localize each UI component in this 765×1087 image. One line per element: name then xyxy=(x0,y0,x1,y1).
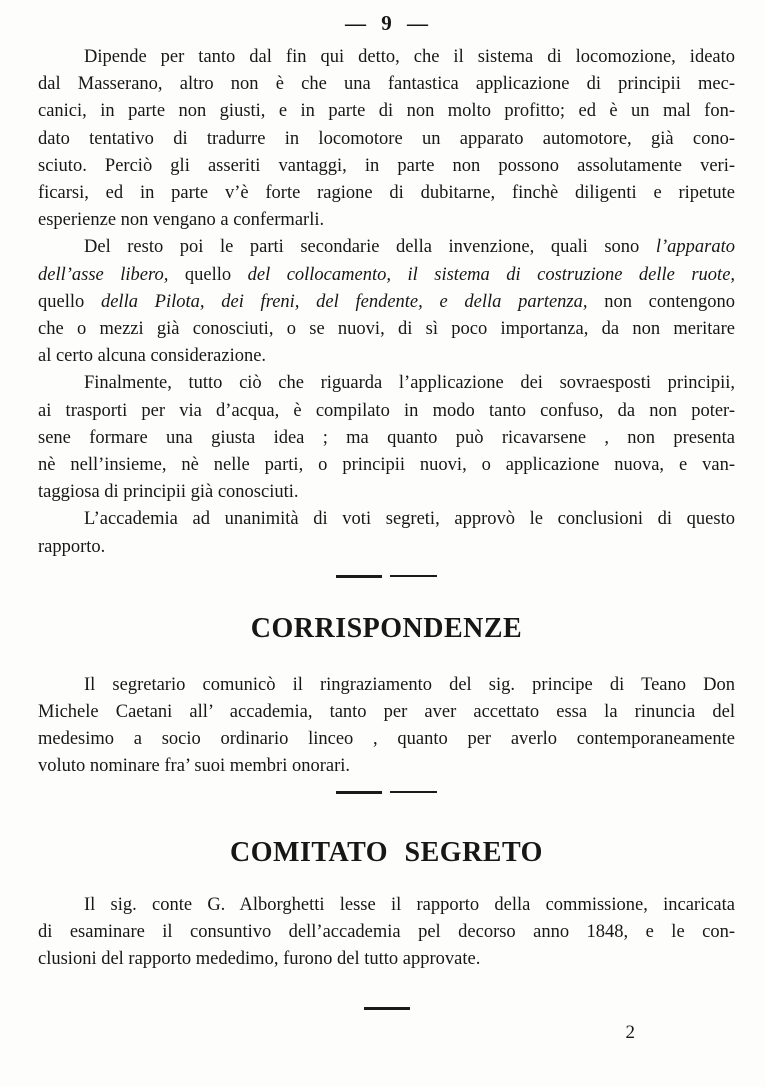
text-line: Dipende per tanto dal fin qui detto, che il sistema di locomozione, ideato xyxy=(84,47,735,67)
page-number-header: — 9 — xyxy=(345,11,428,35)
text-line: sciuto. Perciò gli asseriti vantaggi, in parte non possono assolutamente veri- xyxy=(38,155,735,176)
paragraph-locomozione xyxy=(38,44,735,234)
text-line: sene formare una giusta idea ; ma quanto può ricavarsene , non presenta xyxy=(38,427,735,448)
signature-mark-row xyxy=(38,1022,735,1044)
text-line: rapporto. xyxy=(38,536,106,557)
divider-segment xyxy=(390,791,437,793)
text-line: di esaminare il consuntivo dell’accademia pel decorso anno 1848, e le con- xyxy=(38,921,735,942)
text-line: canici, in parte non giusti, e in parte di non molto profitto; ed è un mal fon- xyxy=(38,101,735,122)
divider-segment xyxy=(336,575,382,578)
text-line: Il sig. conte G. Alborghetti lesse il rapporto della commissione, incaricata xyxy=(84,894,735,915)
paragraph-alborghetti xyxy=(38,892,735,974)
paragraph-approvazione xyxy=(38,506,735,560)
text-line: ai trasporti per via d’acqua, è compilato in modo tanto confuso, da non poter- xyxy=(38,400,735,421)
section-divider xyxy=(38,791,735,794)
paragraph-trasporti-acqua xyxy=(38,370,735,506)
text-line: Michele Caetani all’ accademia, tanto per aver accettato essa la rinuncia del xyxy=(38,702,735,723)
text-line: Il segretario comunicò il ringraziamento del sig. principe di Teano Don xyxy=(84,674,735,695)
text-line: nè nell’insieme, nè nelle parti, o principii nuovi, o applicazione nuova, e van- xyxy=(38,455,735,476)
text-line: Del resto poi le parti secondarie della invenzione, quali sono l’apparato xyxy=(84,237,735,258)
text-line: clusioni del rapporto mededimo, furono del tutto approvate. xyxy=(38,949,481,970)
end-divider xyxy=(38,1007,735,1010)
text-line: ficarsi, ed in parte v’è forte ragione di dubitarne, finchè diligenti e ripetute xyxy=(38,183,735,204)
section-divider xyxy=(38,575,735,578)
divider-segment xyxy=(336,791,382,794)
text-line: che o mezzi già conosciuti, o se nuovi, di sì poco importanza, da non meritare xyxy=(38,319,735,340)
text-line: dato tentativo di tradurre in locomotore un apparato automotore, già cono- xyxy=(38,128,735,149)
paragraph-caetani xyxy=(38,672,735,781)
text-line: Finalmente, tutto ciò che riguarda l’applicazione dei sovraesposti principii, xyxy=(84,373,735,394)
text-line: esperienze non vengano a confermarli. xyxy=(38,210,325,231)
text-line: dal Masserano, altro non è che una fantastica applicazione di principii mec- xyxy=(38,74,735,95)
section-heading-corrispondenze: CORRISPONDENZE xyxy=(250,612,523,644)
text-line: al certo alcuna considerazione. xyxy=(38,346,267,367)
section-heading-comitato-segreto: COMITATO SEGRETO xyxy=(230,836,543,868)
text-line: voluto nominare fra’ suoi membri onorari. xyxy=(38,756,351,777)
signature-mark: 2 xyxy=(625,1022,635,1044)
divider-segment xyxy=(390,575,437,577)
divider-segment xyxy=(364,1007,410,1010)
text-line: quello della Pilota, dei freni, del fendente, e della partenza, non contengono xyxy=(38,291,735,312)
text-line: L’accademia ad unanimità di voti segreti, approvò le conclusioni di questo xyxy=(84,509,735,530)
text-line: medesimo a socio ordinario linceo , quanto per averlo contemporaneamente xyxy=(38,729,735,750)
paragraph-parti-secondarie xyxy=(38,234,735,370)
text-line: dell’asse libero, quello del collocamento, il sistema di costruzione delle ruote, xyxy=(38,264,736,285)
text-line: taggiosa di principii già conosciuti. xyxy=(38,482,299,503)
